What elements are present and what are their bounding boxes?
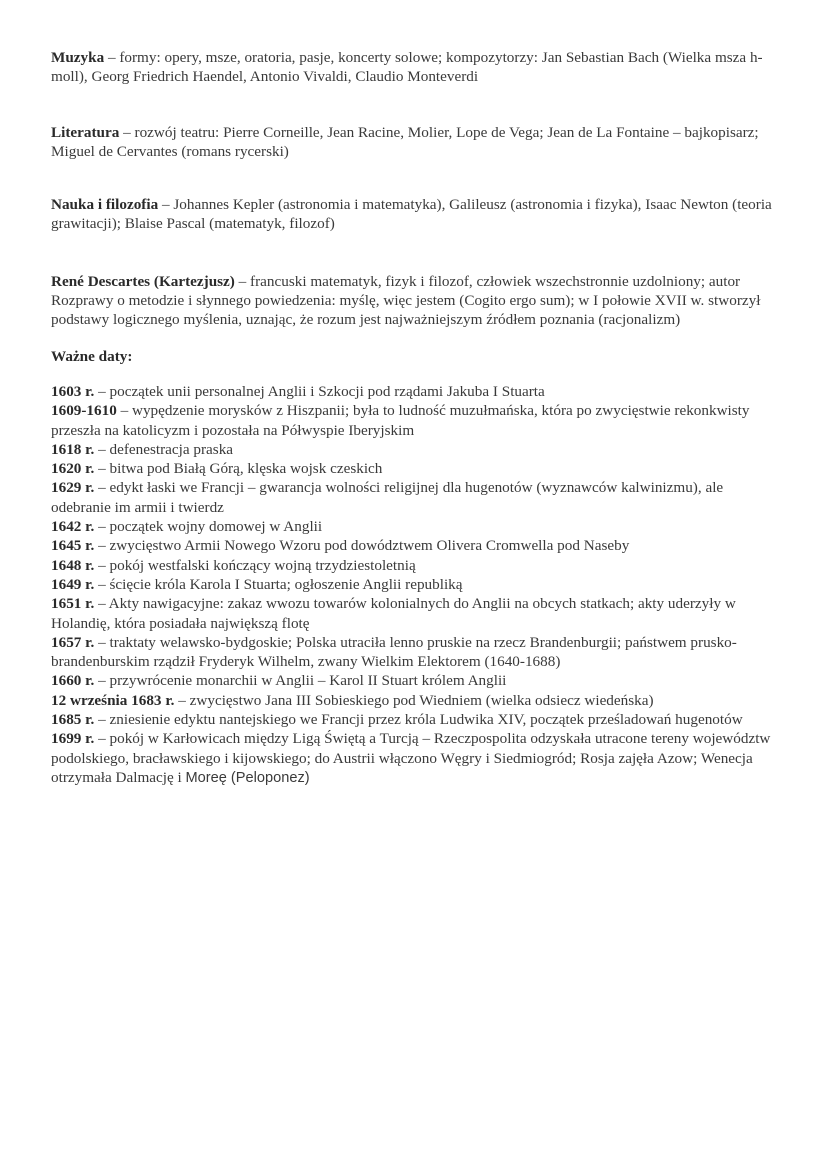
date-label: 1620 — [51, 460, 82, 478]
text-science: – Johannes Kepler (astronomia i matematyka), Galileusz (astronomia i fizyka), Isaac Newton (teoria grawitacji); Blaise Pascal (matematyk, filozof) — [51, 196, 772, 233]
date-suffix: r. — [81, 518, 95, 536]
text-music: – formy: opery, msze, oratoria, pasje, koncerty solowe; kompozytorzy: Jan Sebastian Bach (Wielka msza h-moll), Georg Friedrich Haendel, Antonio Vivaldi, Claudio Monteverdi — [51, 49, 763, 86]
text-descartes: – francuski matematyk, fizyk i filozof, człowiek wszechstronnie uzdolniony; autor Rozprawy o metodzie i słynnego powiedzenia: myślę, więc jestem (Cogito ergo sum); w I połowie XVII w. stworzył podstawy logicznego myślenia, uznając, że rozum jest najważniejszym źródłem poznania (racjonalizm) — [51, 272, 761, 329]
term-music: Muzyka — [51, 49, 105, 66]
date-entry-1642 — [51, 517, 781, 536]
document-page — [51, 48, 781, 788]
date-suffix: r. — [81, 711, 95, 729]
date-suffix: r. — [81, 730, 95, 748]
text-literature: – rozwój teatru: Pierre Corneille, Jean Racine, Molier, Lope de Vega; Jean de La Fontaine – bajkopisarz; Miguel de Cervantes (romans rycerski) — [51, 123, 759, 160]
date-entry-1603 — [51, 382, 781, 401]
date-suffix: r. — [81, 595, 95, 613]
date-entry-1648 — [51, 556, 781, 575]
date-text: – edykt łaski we Francji – gwarancja wolności religijnej dla hugenotów (wyznawców kalwinizmu), ale odebranie im armii i twierdz — [51, 479, 724, 516]
date-text: – początek unii personalnej Anglii i Szkocji pod rządami Jakuba I Stuarta — [94, 382, 545, 400]
date-suffix: r. — [81, 460, 95, 478]
date-entry-1651 — [51, 594, 781, 633]
date-label: 1685 — [51, 711, 82, 729]
date-suffix: r. — [161, 691, 175, 709]
date-entry-1660 — [51, 671, 781, 690]
date-text: – pokój westfalski kończący wojną trzydziestoletnią — [94, 556, 416, 574]
date-label: 1609-1610 — [51, 402, 117, 420]
date-text: – Akty nawigacyjne: zakaz wwozu towarów kolonialnych do Anglii na obcych statkach; akty uderzyły w Holandię, która posiadała największą flotę — [51, 595, 736, 632]
date-entry-1685 — [51, 710, 781, 729]
date-text-tail: Moreę (Peloponez) — [185, 769, 310, 786]
term-descartes: René Descartes (Kartezjusz) — [51, 272, 235, 290]
date-suffix: r. — [81, 382, 95, 400]
term-literature: Literatura — [51, 123, 120, 141]
date-text: – defenestracja praska — [94, 440, 234, 458]
date-label: 1699 — [51, 730, 82, 748]
date-entry-1620 — [51, 459, 781, 478]
date-label: 1651 — [51, 595, 82, 613]
date-text: – bitwa pod Białą Górą, klęska wojsk czeskich — [94, 460, 383, 478]
date-label: 1642 — [51, 518, 82, 536]
date-label: 1618 r. — [51, 440, 95, 458]
date-text: – wypędzenie morysków z Hiszpanii; była to ludność muzułmańska, która po zwycięstwie rekonkwisty przeszła na katolicyzm i pozostała na Półwyspie Iberyjskim — [51, 402, 750, 439]
date-label: 12 września 1683 — [51, 691, 162, 709]
date-text: – ścięcie króla Karola I Stuarta; ogłoszenie Anglii republiką — [94, 575, 463, 593]
section-science — [51, 195, 781, 234]
date-text: – zwycięstwo Armii Nowego Wzoru pod dowództwem Olivera Cromwella pod Naseby — [94, 537, 630, 555]
date-text: – pokój w Karłowicach między Ligą Świętą a Turcją – Rzeczpospolita odzyskała utracone tereny województw podolskiego, bracławskiego i kijowskiego; do Austrii włączono Węgry i Siedmiogród; Rosja zajęła Azow; Wenecja otrzymała Dalmację i — [51, 730, 771, 786]
date-entry-1649 — [51, 575, 781, 594]
date-entry-1683 — [51, 691, 781, 710]
date-entry-1699 — [51, 729, 781, 788]
date-text: – zwycięstwo Jana III Sobieskiego pod Wiedniem (wielka odsiecz wiedeńska) — [174, 691, 654, 709]
dates-list — [51, 382, 781, 788]
date-entry-1618 — [51, 440, 781, 459]
date-label: 1660 r. — [51, 672, 95, 690]
date-entry-1609 — [51, 401, 781, 440]
date-label: 1603 — [51, 382, 82, 400]
date-text: – początek wojny domowej w Anglii — [94, 518, 323, 536]
date-entry-1645 — [51, 536, 781, 555]
section-descartes — [51, 272, 781, 330]
date-suffix: r. — [81, 556, 95, 574]
date-text: – przywrócenie monarchii w Anglii – Karol II Stuart królem Anglii — [94, 672, 507, 690]
section-literature — [51, 123, 781, 162]
date-entry-1657 — [51, 633, 781, 672]
date-label: 1648 — [51, 556, 82, 574]
section-music — [51, 48, 781, 87]
dates-heading: Ważne daty: — [51, 347, 133, 365]
date-text: – zniesienie edyktu nantejskiego we Francji przez króla Ludwika XIV, początek prześladowań hugenotów — [94, 711, 743, 729]
date-entry-1629 — [51, 478, 781, 517]
term-science: Nauka i filozofia — [51, 196, 159, 214]
date-text: – traktaty welawsko-bydgoskie; Polska utraciła lenno pruskie na rzecz Brandenburgii; państwem prusko-brandenburskim rządził Fryderyk Wilhelm, zwany Wielkim Elektorem (1640-1688) — [51, 633, 737, 671]
date-label: 1645 r. — [51, 537, 95, 555]
date-label: 1649 r. — [51, 575, 95, 593]
date-label: 1629 r. — [51, 479, 95, 497]
date-label: 1657 r. — [51, 633, 95, 651]
